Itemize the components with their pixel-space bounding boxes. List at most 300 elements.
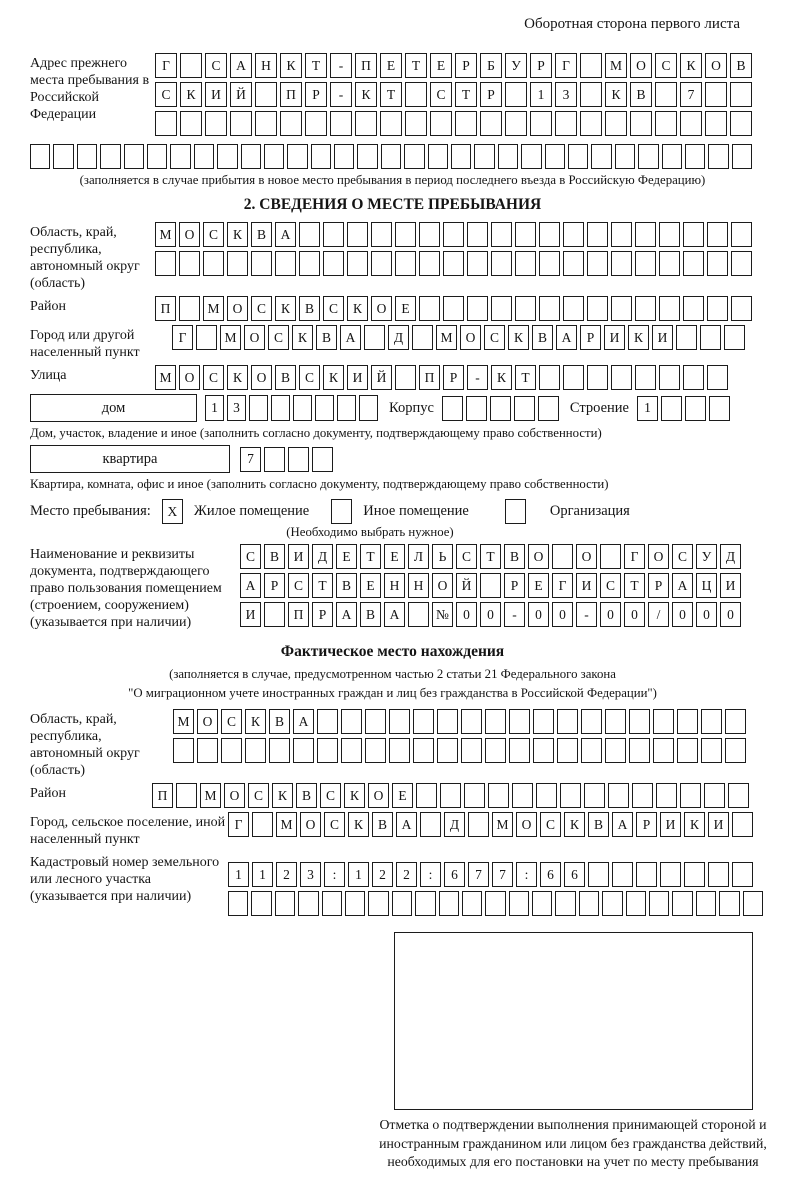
char-box[interactable] (701, 709, 722, 734)
char-box[interactable] (629, 738, 650, 763)
char-box[interactable] (684, 862, 705, 887)
char-box[interactable] (455, 111, 477, 136)
char-box[interactable]: М (220, 325, 241, 350)
char-box[interactable] (381, 144, 401, 169)
char-box[interactable] (392, 891, 412, 916)
char-box[interactable]: Г (552, 573, 573, 598)
char-box[interactable] (700, 325, 721, 350)
char-box[interactable]: : (516, 862, 537, 887)
char-box[interactable]: С (288, 573, 309, 598)
char-box[interactable] (591, 144, 611, 169)
char-box[interactable] (555, 891, 575, 916)
char-box[interactable] (677, 738, 698, 763)
char-box[interactable]: Р (648, 573, 669, 598)
char-box[interactable] (194, 144, 214, 169)
char-box[interactable] (252, 812, 273, 837)
char-box[interactable]: 6 (540, 862, 561, 887)
char-box[interactable]: П (288, 602, 309, 627)
char-box[interactable] (649, 891, 669, 916)
char-box[interactable]: / (648, 602, 669, 627)
char-box[interactable]: Л (408, 544, 429, 569)
char-box[interactable] (579, 891, 599, 916)
char-box[interactable]: Р (305, 82, 327, 107)
char-box[interactable] (461, 709, 482, 734)
char-box[interactable] (170, 144, 190, 169)
char-box[interactable] (587, 222, 608, 247)
char-box[interactable] (359, 395, 378, 421)
char-box[interactable] (230, 111, 252, 136)
char-box[interactable]: 0 (528, 602, 549, 627)
char-box[interactable] (443, 251, 464, 276)
char-box[interactable]: 7 (468, 862, 489, 887)
char-box[interactable] (725, 738, 746, 763)
char-box[interactable]: С (672, 544, 693, 569)
char-box[interactable] (512, 783, 533, 808)
char-box[interactable]: Т (312, 573, 333, 598)
char-box[interactable]: У (505, 53, 527, 78)
char-box[interactable] (605, 738, 626, 763)
char-box[interactable]: О (576, 544, 597, 569)
char-box[interactable]: М (203, 296, 224, 321)
char-box[interactable] (536, 783, 557, 808)
char-box[interactable] (655, 82, 677, 107)
char-box[interactable] (147, 144, 167, 169)
char-box[interactable]: Н (255, 53, 277, 78)
char-box[interactable] (632, 783, 653, 808)
char-box[interactable]: В (251, 222, 272, 247)
char-box[interactable]: Н (408, 573, 429, 598)
char-box[interactable] (608, 783, 629, 808)
char-box[interactable] (505, 111, 527, 136)
char-box[interactable]: Т (455, 82, 477, 107)
char-box[interactable] (611, 296, 632, 321)
char-box[interactable] (485, 709, 506, 734)
char-box[interactable] (656, 783, 677, 808)
char-box[interactable] (100, 144, 120, 169)
char-box[interactable] (680, 783, 701, 808)
char-box[interactable] (731, 296, 752, 321)
char-box[interactable] (653, 709, 674, 734)
char-box[interactable]: Т (480, 544, 501, 569)
char-box[interactable] (419, 296, 440, 321)
char-box[interactable] (653, 738, 674, 763)
char-box[interactable]: П (155, 296, 176, 321)
char-box[interactable]: М (436, 325, 457, 350)
char-box[interactable]: Р (530, 53, 552, 78)
char-box[interactable]: А (240, 573, 261, 598)
char-box[interactable] (480, 573, 501, 598)
char-box[interactable]: И (240, 602, 261, 627)
char-box[interactable]: О (179, 222, 200, 247)
char-box[interactable]: 3 (300, 862, 321, 887)
char-box[interactable] (389, 709, 410, 734)
char-box[interactable] (580, 53, 602, 78)
char-box[interactable] (405, 82, 427, 107)
char-box[interactable]: М (200, 783, 221, 808)
char-box[interactable]: О (368, 783, 389, 808)
char-box[interactable] (442, 396, 463, 421)
char-box[interactable] (317, 738, 338, 763)
char-box[interactable] (251, 891, 271, 916)
char-box[interactable]: В (372, 812, 393, 837)
char-box[interactable] (298, 891, 318, 916)
char-box[interactable] (539, 296, 560, 321)
char-box[interactable] (659, 365, 680, 390)
char-box[interactable] (557, 709, 578, 734)
char-box[interactable]: О (432, 573, 453, 598)
char-box[interactable]: 0 (672, 602, 693, 627)
char-box[interactable]: М (155, 222, 176, 247)
char-box[interactable]: Р (443, 365, 464, 390)
char-box[interactable]: П (355, 53, 377, 78)
char-box[interactable] (275, 251, 296, 276)
char-box[interactable]: 2 (276, 862, 297, 887)
char-box[interactable] (197, 738, 218, 763)
char-box[interactable]: К (628, 325, 649, 350)
char-box[interactable] (626, 891, 646, 916)
char-box[interactable]: С (655, 53, 677, 78)
char-box[interactable] (563, 222, 584, 247)
char-box[interactable] (264, 144, 284, 169)
char-box[interactable]: 3 (555, 82, 577, 107)
char-box[interactable] (659, 222, 680, 247)
char-box[interactable]: И (652, 325, 673, 350)
char-box[interactable]: М (276, 812, 297, 837)
char-box[interactable] (264, 447, 285, 472)
char-box[interactable] (683, 222, 704, 247)
char-box[interactable] (568, 144, 588, 169)
char-box[interactable] (731, 222, 752, 247)
char-box[interactable] (155, 251, 176, 276)
char-box[interactable]: Д (444, 812, 465, 837)
char-box[interactable] (389, 738, 410, 763)
char-box[interactable]: - (576, 602, 597, 627)
char-box[interactable]: Д (720, 544, 741, 569)
char-box[interactable]: О (460, 325, 481, 350)
char-box[interactable]: 7 (240, 447, 261, 472)
char-box[interactable] (288, 447, 309, 472)
char-box[interactable]: И (660, 812, 681, 837)
char-box[interactable]: К (348, 812, 369, 837)
char-box[interactable]: К (323, 365, 344, 390)
char-box[interactable] (587, 365, 608, 390)
char-box[interactable] (521, 144, 541, 169)
char-box[interactable]: : (324, 862, 345, 887)
char-box[interactable] (443, 296, 464, 321)
char-box[interactable] (299, 222, 320, 247)
char-box[interactable]: 1 (348, 862, 369, 887)
char-box[interactable]: К (292, 325, 313, 350)
char-box[interactable] (404, 144, 424, 169)
char-box[interactable] (719, 891, 739, 916)
char-box[interactable]: С (155, 82, 177, 107)
char-box[interactable] (485, 891, 505, 916)
char-box[interactable]: Т (360, 544, 381, 569)
char-box[interactable] (580, 82, 602, 107)
char-box[interactable] (581, 709, 602, 734)
char-box[interactable] (255, 82, 277, 107)
char-box[interactable]: И (708, 812, 729, 837)
char-box[interactable] (725, 709, 746, 734)
char-box[interactable] (515, 251, 536, 276)
char-box[interactable] (635, 365, 656, 390)
char-box[interactable] (533, 738, 554, 763)
char-box[interactable]: 0 (456, 602, 477, 627)
char-box[interactable]: - (467, 365, 488, 390)
char-box[interactable] (241, 144, 261, 169)
char-box[interactable] (196, 325, 217, 350)
char-box[interactable] (415, 891, 435, 916)
char-box[interactable] (485, 738, 506, 763)
char-box[interactable] (557, 738, 578, 763)
char-box[interactable]: 0 (696, 602, 717, 627)
char-box[interactable]: Г (155, 53, 177, 78)
char-box[interactable]: В (269, 709, 290, 734)
char-box[interactable]: А (230, 53, 252, 78)
char-box[interactable] (533, 709, 554, 734)
char-box[interactable]: К (508, 325, 529, 350)
char-box[interactable] (498, 144, 518, 169)
char-box[interactable]: Б (480, 53, 502, 78)
char-box[interactable]: О (648, 544, 669, 569)
char-box[interactable]: Д (388, 325, 409, 350)
char-box[interactable] (345, 891, 365, 916)
char-box[interactable] (602, 891, 622, 916)
char-box[interactable]: М (492, 812, 513, 837)
char-box[interactable]: К (227, 222, 248, 247)
char-box[interactable] (539, 222, 560, 247)
char-box[interactable] (474, 144, 494, 169)
char-box[interactable] (588, 862, 609, 887)
char-box[interactable] (732, 812, 753, 837)
char-box[interactable] (269, 738, 290, 763)
char-box[interactable]: К (245, 709, 266, 734)
char-box[interactable] (635, 251, 656, 276)
char-box[interactable] (661, 396, 682, 421)
char-box[interactable] (176, 783, 197, 808)
char-box[interactable]: : (420, 862, 441, 887)
char-box[interactable] (611, 251, 632, 276)
char-box[interactable]: Р (636, 812, 657, 837)
char-box[interactable]: С (248, 783, 269, 808)
char-box[interactable] (77, 144, 97, 169)
char-box[interactable]: О (705, 53, 727, 78)
char-box[interactable] (221, 738, 242, 763)
char-box[interactable]: О (227, 296, 248, 321)
char-box[interactable]: К (680, 53, 702, 78)
char-box[interactable]: 1 (228, 862, 249, 887)
char-box[interactable] (428, 144, 448, 169)
char-box[interactable] (660, 862, 681, 887)
char-box[interactable] (707, 222, 728, 247)
char-box[interactable]: А (396, 812, 417, 837)
char-box[interactable] (451, 144, 471, 169)
char-box[interactable] (334, 144, 354, 169)
char-box[interactable]: Р (504, 573, 525, 598)
char-box[interactable]: К (347, 296, 368, 321)
char-box[interactable]: Е (380, 53, 402, 78)
char-box[interactable] (728, 783, 749, 808)
char-box[interactable] (545, 144, 565, 169)
char-box[interactable] (677, 709, 698, 734)
char-box[interactable] (368, 891, 388, 916)
char-box[interactable]: К (280, 53, 302, 78)
char-box[interactable]: Е (392, 783, 413, 808)
char-box[interactable]: С (600, 573, 621, 598)
char-box[interactable]: М (173, 709, 194, 734)
char-box[interactable] (552, 544, 573, 569)
char-box[interactable]: К (355, 82, 377, 107)
char-box[interactable] (509, 891, 529, 916)
char-box[interactable] (180, 111, 202, 136)
char-box[interactable] (173, 738, 194, 763)
char-box[interactable] (341, 709, 362, 734)
char-box[interactable] (655, 111, 677, 136)
char-box[interactable] (413, 709, 434, 734)
char-box[interactable] (245, 738, 266, 763)
char-box[interactable] (530, 111, 552, 136)
char-box[interactable]: 2 (396, 862, 417, 887)
char-box[interactable]: К (272, 783, 293, 808)
char-box[interactable] (323, 251, 344, 276)
char-box[interactable] (365, 709, 386, 734)
char-box[interactable] (180, 53, 202, 78)
char-box[interactable] (380, 111, 402, 136)
char-box[interactable]: Е (528, 573, 549, 598)
char-box[interactable] (539, 251, 560, 276)
char-box[interactable] (437, 709, 458, 734)
char-box[interactable]: О (371, 296, 392, 321)
char-box[interactable]: Т (624, 573, 645, 598)
char-box[interactable]: В (730, 53, 752, 78)
char-box[interactable]: А (293, 709, 314, 734)
char-box[interactable] (312, 447, 333, 472)
char-box[interactable] (629, 709, 650, 734)
char-box[interactable] (275, 891, 295, 916)
char-box[interactable] (365, 738, 386, 763)
char-box[interactable] (730, 111, 752, 136)
char-box[interactable]: Й (456, 573, 477, 598)
char-box[interactable] (676, 325, 697, 350)
char-box[interactable] (420, 812, 441, 837)
char-box[interactable]: С (324, 812, 345, 837)
char-box[interactable]: Г (555, 53, 577, 78)
char-box[interactable] (468, 812, 489, 837)
char-box[interactable]: 7 (680, 82, 702, 107)
char-box[interactable] (491, 296, 512, 321)
char-box[interactable] (405, 111, 427, 136)
char-box[interactable]: 1 (530, 82, 552, 107)
char-box[interactable]: И (205, 82, 227, 107)
char-box[interactable] (683, 296, 704, 321)
char-box[interactable] (311, 144, 331, 169)
char-box[interactable]: В (588, 812, 609, 837)
char-box[interactable] (293, 395, 312, 421)
char-box[interactable] (179, 296, 200, 321)
char-box[interactable] (30, 144, 50, 169)
char-box[interactable]: С (484, 325, 505, 350)
char-box[interactable]: 7 (492, 862, 513, 887)
char-box[interactable]: 2 (372, 862, 393, 887)
char-box[interactable]: С (299, 365, 320, 390)
char-box[interactable] (467, 251, 488, 276)
char-box[interactable] (612, 862, 633, 887)
char-box[interactable] (709, 396, 730, 421)
char-box[interactable]: А (612, 812, 633, 837)
char-box[interactable] (683, 251, 704, 276)
char-box[interactable]: С (203, 222, 224, 247)
char-box[interactable]: - (330, 82, 352, 107)
char-box[interactable] (515, 296, 536, 321)
char-box[interactable]: С (323, 296, 344, 321)
char-box[interactable] (581, 738, 602, 763)
char-box[interactable] (395, 365, 416, 390)
char-box[interactable]: К (605, 82, 627, 107)
char-box[interactable] (538, 396, 559, 421)
char-box[interactable] (249, 395, 268, 421)
char-box[interactable]: 3 (227, 395, 246, 421)
char-box[interactable]: П (152, 783, 173, 808)
char-box[interactable]: К (684, 812, 705, 837)
char-box[interactable] (563, 365, 584, 390)
char-box[interactable]: С (240, 544, 261, 569)
char-box[interactable] (413, 738, 434, 763)
char-box[interactable] (563, 296, 584, 321)
char-box[interactable] (732, 862, 753, 887)
char-box[interactable]: Р (264, 573, 285, 598)
char-box[interactable]: П (280, 82, 302, 107)
char-box[interactable]: Н (384, 573, 405, 598)
char-box[interactable] (430, 111, 452, 136)
char-box[interactable] (532, 891, 552, 916)
char-box[interactable]: Е (360, 573, 381, 598)
char-box[interactable]: 6 (444, 862, 465, 887)
char-box[interactable] (611, 222, 632, 247)
char-box[interactable] (315, 395, 334, 421)
char-box[interactable]: Г (172, 325, 193, 350)
char-box[interactable]: И (604, 325, 625, 350)
char-box[interactable] (708, 862, 729, 887)
char-box[interactable]: С (430, 82, 452, 107)
char-box[interactable]: И (576, 573, 597, 598)
char-box[interactable]: В (532, 325, 553, 350)
char-box[interactable] (217, 144, 237, 169)
char-box[interactable] (662, 144, 682, 169)
char-box[interactable] (514, 396, 535, 421)
char-box[interactable]: К (275, 296, 296, 321)
char-box[interactable] (724, 325, 745, 350)
char-box[interactable]: М (605, 53, 627, 78)
char-box[interactable] (462, 891, 482, 916)
char-box[interactable]: О (251, 365, 272, 390)
char-box[interactable]: М (155, 365, 176, 390)
char-box[interactable] (53, 144, 73, 169)
char-box[interactable] (419, 251, 440, 276)
char-box[interactable] (560, 783, 581, 808)
char-box[interactable] (587, 296, 608, 321)
char-box[interactable]: С (221, 709, 242, 734)
char-box[interactable] (611, 365, 632, 390)
char-box[interactable]: - (504, 602, 525, 627)
char-box[interactable] (743, 891, 763, 916)
char-box[interactable] (704, 783, 725, 808)
char-box[interactable] (505, 82, 527, 107)
char-box[interactable]: С (540, 812, 561, 837)
char-box[interactable] (509, 709, 530, 734)
char-box[interactable] (437, 738, 458, 763)
char-box[interactable]: С (251, 296, 272, 321)
char-box[interactable] (685, 396, 706, 421)
